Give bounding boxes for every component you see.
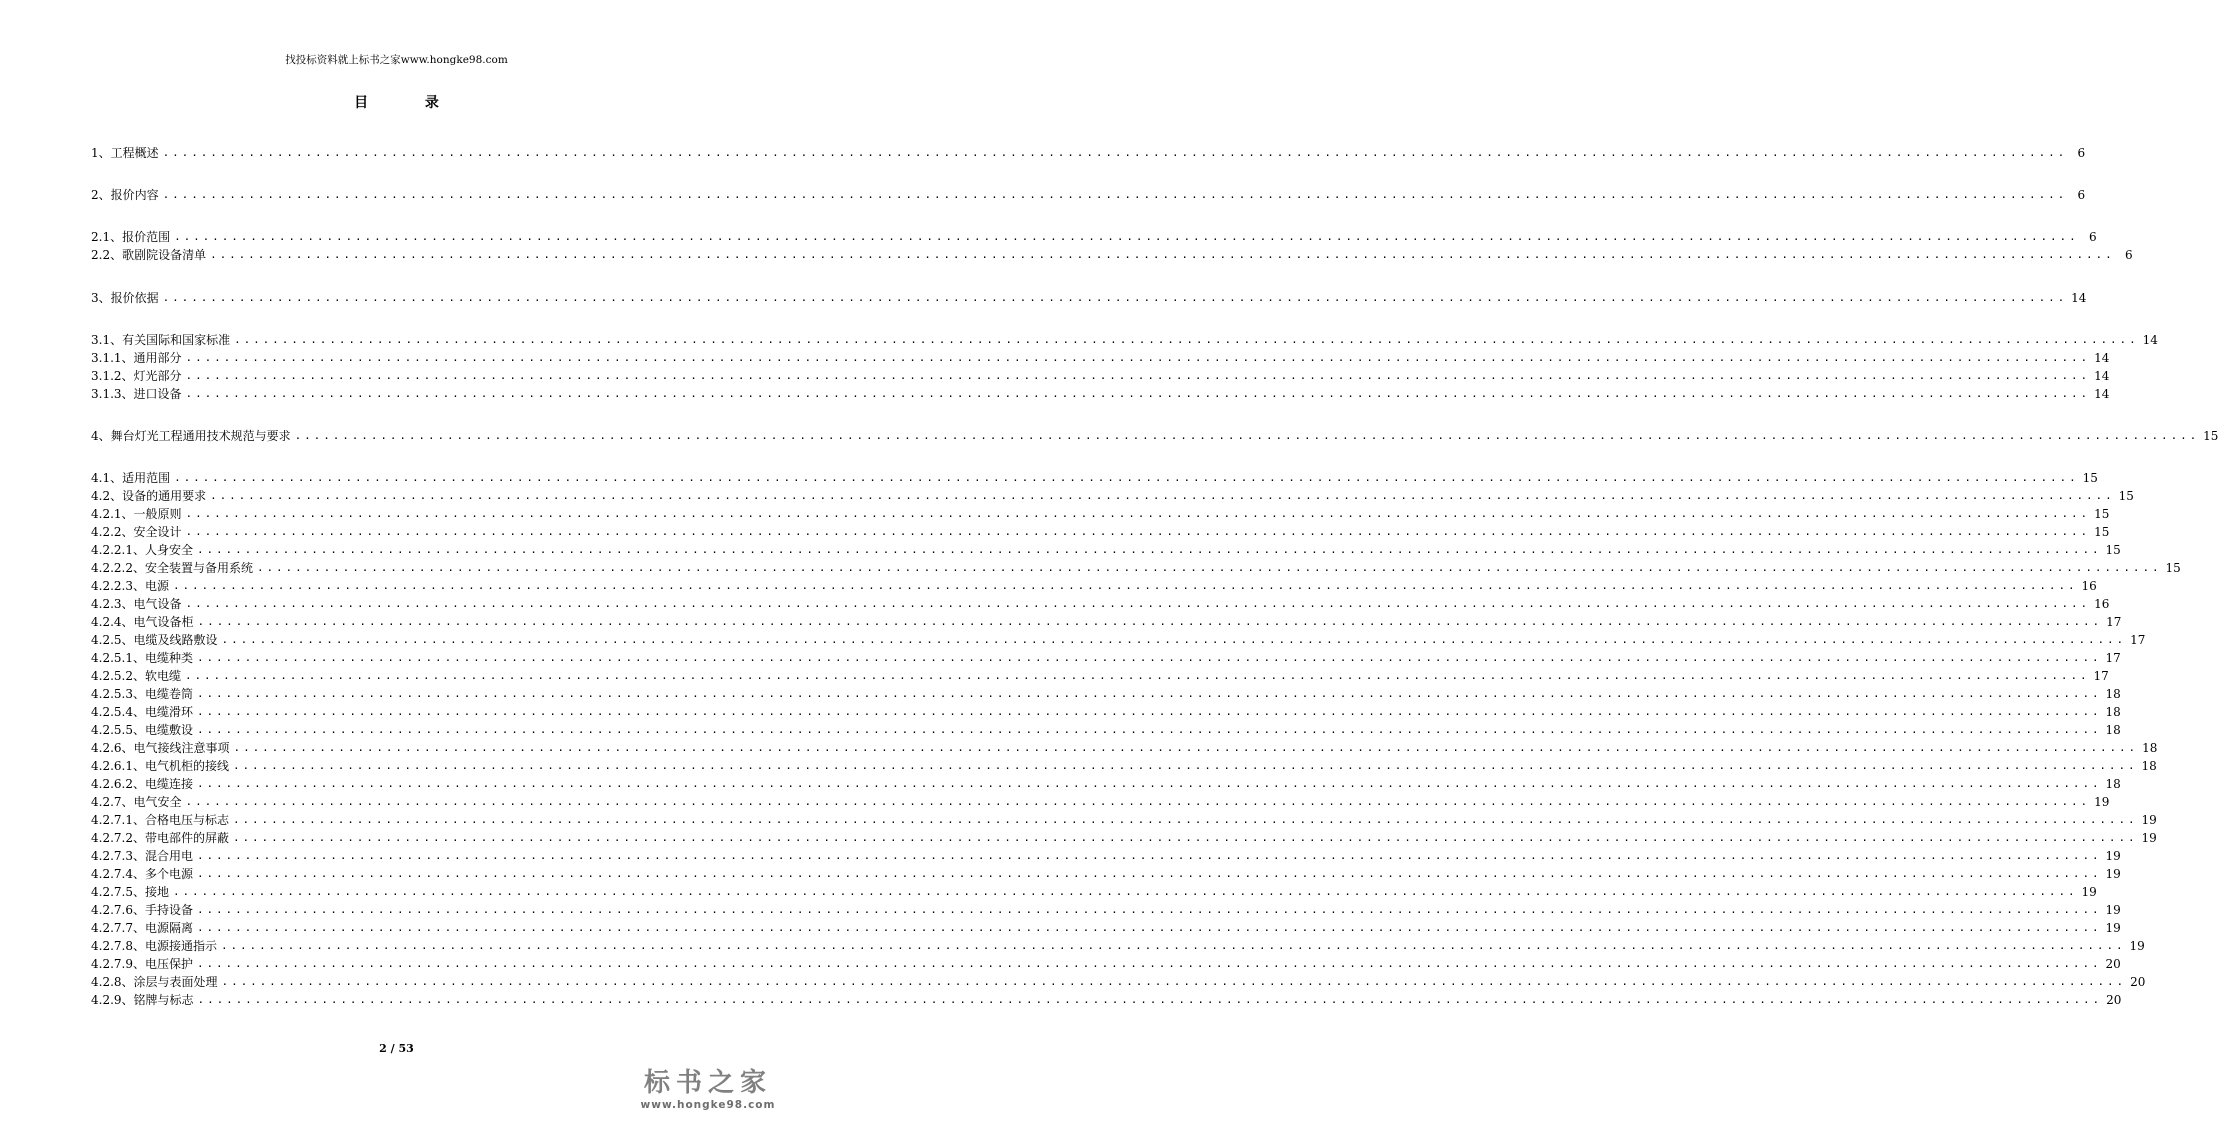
toc-entry-page: 18 (2105, 777, 2121, 791)
toc-entry-page: 6 (2077, 188, 2086, 202)
watermark-url: www.hongke98.com (640, 1099, 776, 1111)
toc-entry-page: 17 (2105, 651, 2121, 665)
toc-leader-dots: ........................................................................................................................................................................................................ (172, 579, 2078, 592)
toc-leader-dots: ........................................................................................................................................................................................................ (196, 867, 2102, 880)
toc-leader-dots: ........................................................................................................................................................................................................ (232, 831, 2138, 844)
toc-entry-label: 2.1、报价范围 (91, 230, 171, 244)
toc-entry-label: 4.2.2.3、电源 (91, 579, 169, 593)
toc-entry-label: 2.2、歌剧院设备清单 (91, 248, 207, 262)
toc-leader-dots: ........................................................................................................................................................................................................ (210, 489, 2115, 502)
toc-entry[interactable] (91, 845, 2121, 863)
toc-leader-dots: ........................................................................................................................................................................................................ (174, 230, 2079, 243)
toc-entry[interactable] (91, 791, 2110, 809)
toc-entry-page: 6 (2077, 146, 2086, 160)
toc-entry-page: 18 (2105, 723, 2121, 737)
toc-leader-dots: ........................................................................................................................................................................................................ (196, 903, 2102, 916)
toc-entry[interactable] (91, 184, 2086, 202)
toc-entry-label: 4.2.7.9、电压保护 (91, 957, 193, 971)
toc-leader-dots: ........................................................................................................................................................................................................ (196, 921, 2102, 934)
toc-entry[interactable] (91, 467, 2098, 485)
toc-entry-label: 4.2.2.2、安全装置与备用系统 (91, 561, 253, 575)
toc-entry-page: 18 (2142, 741, 2158, 755)
toc-entry[interactable] (91, 701, 2121, 719)
toc-entry-page: 16 (2081, 579, 2097, 593)
toc-entry[interactable] (91, 647, 2121, 665)
toc-entry[interactable] (91, 142, 2086, 160)
toc-entry[interactable] (91, 719, 2121, 737)
toc-entry-page: 15 (2165, 561, 2181, 575)
toc-entry-label: 3.1、有关国际和国家标准 (91, 333, 231, 347)
toc-entry-label: 4.2.6、电气接线注意事项 (91, 741, 230, 755)
toc-entry-page: 6 (2088, 230, 2097, 244)
toc-entry[interactable] (91, 521, 2110, 539)
toc-entry-label: 4.2.8、涂层与表面处理 (91, 975, 218, 989)
toc-entry-label: 4.2.7.7、电源隔离 (91, 921, 193, 935)
toc-entry[interactable] (91, 953, 2121, 971)
toc-entry-label: 4.2.7.3、混合用电 (91, 849, 193, 863)
toc-entry-label: 4.2.7、电气安全 (91, 795, 182, 809)
toc-entry[interactable] (91, 539, 2121, 557)
page-header: 找投标资料就上标书之家www.hongke98.com (285, 54, 508, 66)
toc-entry-label: 4.2.5.1、电缆种类 (91, 651, 193, 665)
toc-entry-label: 4.2.6.2、电缆连接 (91, 777, 193, 791)
toc-entry-page: 19 (2081, 885, 2097, 899)
toc-entry-label: 3.1.1、通用部分 (91, 351, 182, 365)
toc-entry[interactable] (91, 503, 2110, 521)
toc-entry-page: 15 (2094, 525, 2110, 539)
toc-entry[interactable] (91, 485, 2134, 503)
toc-leader-dots: ........................................................................................................................................................................................................ (185, 507, 2091, 520)
toc-entry-label: 4.2.7.2、带电部件的屏蔽 (91, 831, 229, 845)
toc-entry[interactable] (91, 773, 2121, 791)
toc-leader-dots: ........................................................................................................................................................................................................ (196, 777, 2102, 790)
toc-leader-dots: ........................................................................................................................................................................................................ (196, 723, 2102, 736)
toc-entry-label: 4.2.2、安全设计 (91, 525, 182, 539)
toc-entry-page: 18 (2105, 705, 2121, 719)
toc-entry[interactable] (91, 989, 2122, 1007)
toc-entry[interactable] (91, 755, 2157, 773)
toc-entry[interactable] (91, 575, 2097, 593)
toc-leader-dots: ........................................................................................................................................................................................................ (196, 687, 2102, 700)
toc-leader-dots: ........................................................................................................................................................................................................ (234, 333, 2139, 346)
toc-leader-dots: ........................................................................................................................................................................................................ (210, 248, 2115, 261)
toc-leader-dots: ........................................................................................................................................................................................................ (232, 759, 2138, 772)
toc-entry-label: 4、舞台灯光工程通用技术规范与要求 (91, 429, 291, 443)
toc-entry-page: 19 (2141, 813, 2157, 827)
toc-entry-label: 4.2.7.5、接地 (91, 885, 169, 899)
toc-entry-page: 19 (2141, 831, 2157, 845)
toc-entry[interactable] (91, 425, 2218, 443)
toc-entry-label: 4.2.7.6、手持设备 (91, 903, 193, 917)
toc-entry-page: 15 (2094, 507, 2110, 521)
toc-entry-label: 4.2.5.5、电缆敷设 (91, 723, 193, 737)
toc-entry-label: 4.2.7.4、多个电源 (91, 867, 193, 881)
toc-leader-dots: ........................................................................................................................................................................................................ (185, 387, 2091, 400)
toc-leader-dots: ........................................................................................................................................................................................................ (294, 429, 2200, 442)
toc-leader-dots: ........................................................................................................................................................................................................ (185, 597, 2091, 610)
toc-entry-page: 17 (2093, 669, 2109, 683)
toc-leader-dots: ........................................................................................................................................................................................................ (162, 188, 2068, 201)
toc-entry-label: 4.2.4、电气设备柜 (91, 615, 194, 629)
toc-entry-page: 15 (2203, 429, 2218, 443)
toc-entry-page: 15 (2118, 489, 2134, 503)
toc-leader-dots: ........................................................................................................................................................................................................ (185, 369, 2091, 382)
toc-entry-page: 19 (2105, 867, 2121, 881)
toc-entry-page: 15 (2082, 471, 2098, 485)
toc-entry-label: 4.2.5.3、电缆卷筒 (91, 687, 193, 701)
toc-entry-label: 4.2.7.1、合格电压与标志 (91, 813, 229, 827)
toc-entry-page: 17 (2106, 615, 2122, 629)
toc-entry[interactable] (91, 365, 2110, 383)
toc-entry-page: 19 (2094, 795, 2110, 809)
toc-entry-page: 19 (2105, 849, 2121, 863)
toc-entry-label: 4.2.1、一般原则 (91, 507, 182, 521)
watermark-logo (633, 1068, 783, 1116)
toc-entry-page: 14 (2094, 387, 2110, 401)
toc-entry-label: 1、工程概述 (91, 146, 159, 160)
toc-entry[interactable] (91, 593, 2110, 611)
toc-entry[interactable] (91, 557, 2181, 575)
toc-leader-dots: ........................................................................................................................................................................................................ (162, 291, 2068, 304)
toc-entry-page: 20 (2130, 975, 2146, 989)
toc-entry[interactable] (91, 287, 2087, 305)
toc-entry-page: 20 (2106, 993, 2122, 1007)
toc-entry-label: 4.2.6.1、电气机柜的接线 (91, 759, 229, 773)
toc-entry[interactable] (91, 226, 2097, 244)
toc-entry-label: 2、报价内容 (91, 188, 159, 202)
toc-entry[interactable] (91, 383, 2110, 401)
toc-entry-label: 4.2.3、电气设备 (91, 597, 182, 611)
toc-entry[interactable] (91, 935, 2145, 953)
toc-entry-page: 17 (2130, 633, 2146, 647)
toc-leader-dots: ........................................................................................................................................................................................................ (162, 146, 2068, 159)
toc-leader-dots: ........................................................................................................................................................................................................ (172, 885, 2078, 898)
toc-entry[interactable] (91, 899, 2121, 917)
watermark-title: 标书之家 (643, 1068, 772, 1098)
toc-leader-dots: ........................................................................................................................................................................................................ (221, 633, 2127, 646)
toc-leader-dots: ........................................................................................................................................................................................................ (185, 525, 2091, 538)
toc-entry[interactable] (91, 827, 2157, 845)
toc-entry-page: 6 (2124, 248, 2133, 262)
toc-leader-dots: ........................................................................................................................................................................................................ (185, 795, 2091, 808)
toc-leader-dots: ........................................................................................................................................................................................................ (197, 993, 2103, 1006)
toc-entry[interactable] (91, 863, 2121, 881)
toc-entry[interactable] (91, 347, 2110, 365)
toc-entry-label: 4.2.5.4、电缆滑环 (91, 705, 193, 719)
toc-entry-label: 4.2.5、电缆及线路敷设 (91, 633, 218, 647)
toc-entry-page: 14 (2094, 351, 2110, 365)
toc-entry[interactable] (91, 611, 2122, 629)
toc-leader-dots: ........................................................................................................................................................................................................ (256, 561, 2162, 574)
toc-entry-page: 20 (2105, 957, 2121, 971)
toc-leader-dots: ........................................................................................................................................................................................................ (196, 957, 2102, 970)
toc-entry-page: 14 (2142, 333, 2158, 347)
toc-leader-dots: ........................................................................................................................................................................................................ (233, 741, 2139, 754)
toc-entry[interactable] (91, 329, 2158, 347)
toc-entry-label: 3.1.2、灯光部分 (91, 369, 182, 383)
toc-leader-dots: ........................................................................................................................................................................................................ (185, 351, 2091, 364)
toc-entry-page: 19 (2129, 939, 2145, 953)
toc-leader-dots: ........................................................................................................................................................................................................ (220, 939, 2126, 952)
toc-entry-label: 4.1、适用范围 (91, 471, 171, 485)
toc-entry[interactable] (91, 683, 2121, 701)
toc-entry[interactable] (91, 244, 2133, 262)
toc-entry-label: 4.2.2.1、人身安全 (91, 543, 193, 557)
toc-leader-dots: ........................................................................................................................................................................................................ (232, 813, 2138, 826)
toc-entry-page: 18 (2141, 759, 2157, 773)
toc-entry-label: 4.2.7.8、电源接通指示 (91, 939, 217, 953)
toc-entry-page: 15 (2105, 543, 2121, 557)
page-number: 2 / 53 (379, 1042, 414, 1055)
toc-entry-page: 19 (2105, 903, 2121, 917)
toc-leader-dots: ........................................................................................................................................................................................................ (196, 705, 2102, 718)
toc-entry[interactable] (91, 629, 2146, 647)
toc-entry-label: 4.2.9、铭牌与标志 (91, 993, 194, 1007)
toc-leader-dots: ........................................................................................................................................................................................................ (197, 615, 2103, 628)
page-title: 目 录 (354, 95, 465, 111)
toc-leader-dots: ........................................................................................................................................................................................................ (184, 669, 2090, 682)
toc-entry[interactable] (91, 809, 2157, 827)
toc-entry[interactable] (91, 971, 2146, 989)
toc-entry-page: 18 (2105, 687, 2121, 701)
toc-entry[interactable] (91, 917, 2121, 935)
toc-entry-label: 4.2.5.2、软电缆 (91, 669, 181, 683)
toc-entry-label: 4.2、设备的通用要求 (91, 489, 207, 503)
toc-leader-dots: ........................................................................................................................................................................................................ (174, 471, 2079, 484)
toc-entry-page: 16 (2094, 597, 2110, 611)
toc-leader-dots: ........................................................................................................................................................................................................ (221, 975, 2127, 988)
toc-entry-page: 14 (2094, 369, 2110, 383)
toc-entry[interactable] (91, 737, 2158, 755)
toc-entry-label: 3、报价依据 (91, 291, 159, 305)
toc-entry[interactable] (91, 665, 2109, 683)
toc-entry-label: 3.1.3、进口设备 (91, 387, 182, 401)
toc-entry-page: 14 (2071, 291, 2087, 305)
toc-leader-dots: ........................................................................................................................................................................................................ (196, 651, 2102, 664)
toc-entry[interactable] (91, 881, 2097, 899)
toc-leader-dots: ........................................................................................................................................................................................................ (196, 543, 2102, 556)
toc-leader-dots: ........................................................................................................................................................................................................ (196, 849, 2102, 862)
toc-entry-page: 19 (2105, 921, 2121, 935)
